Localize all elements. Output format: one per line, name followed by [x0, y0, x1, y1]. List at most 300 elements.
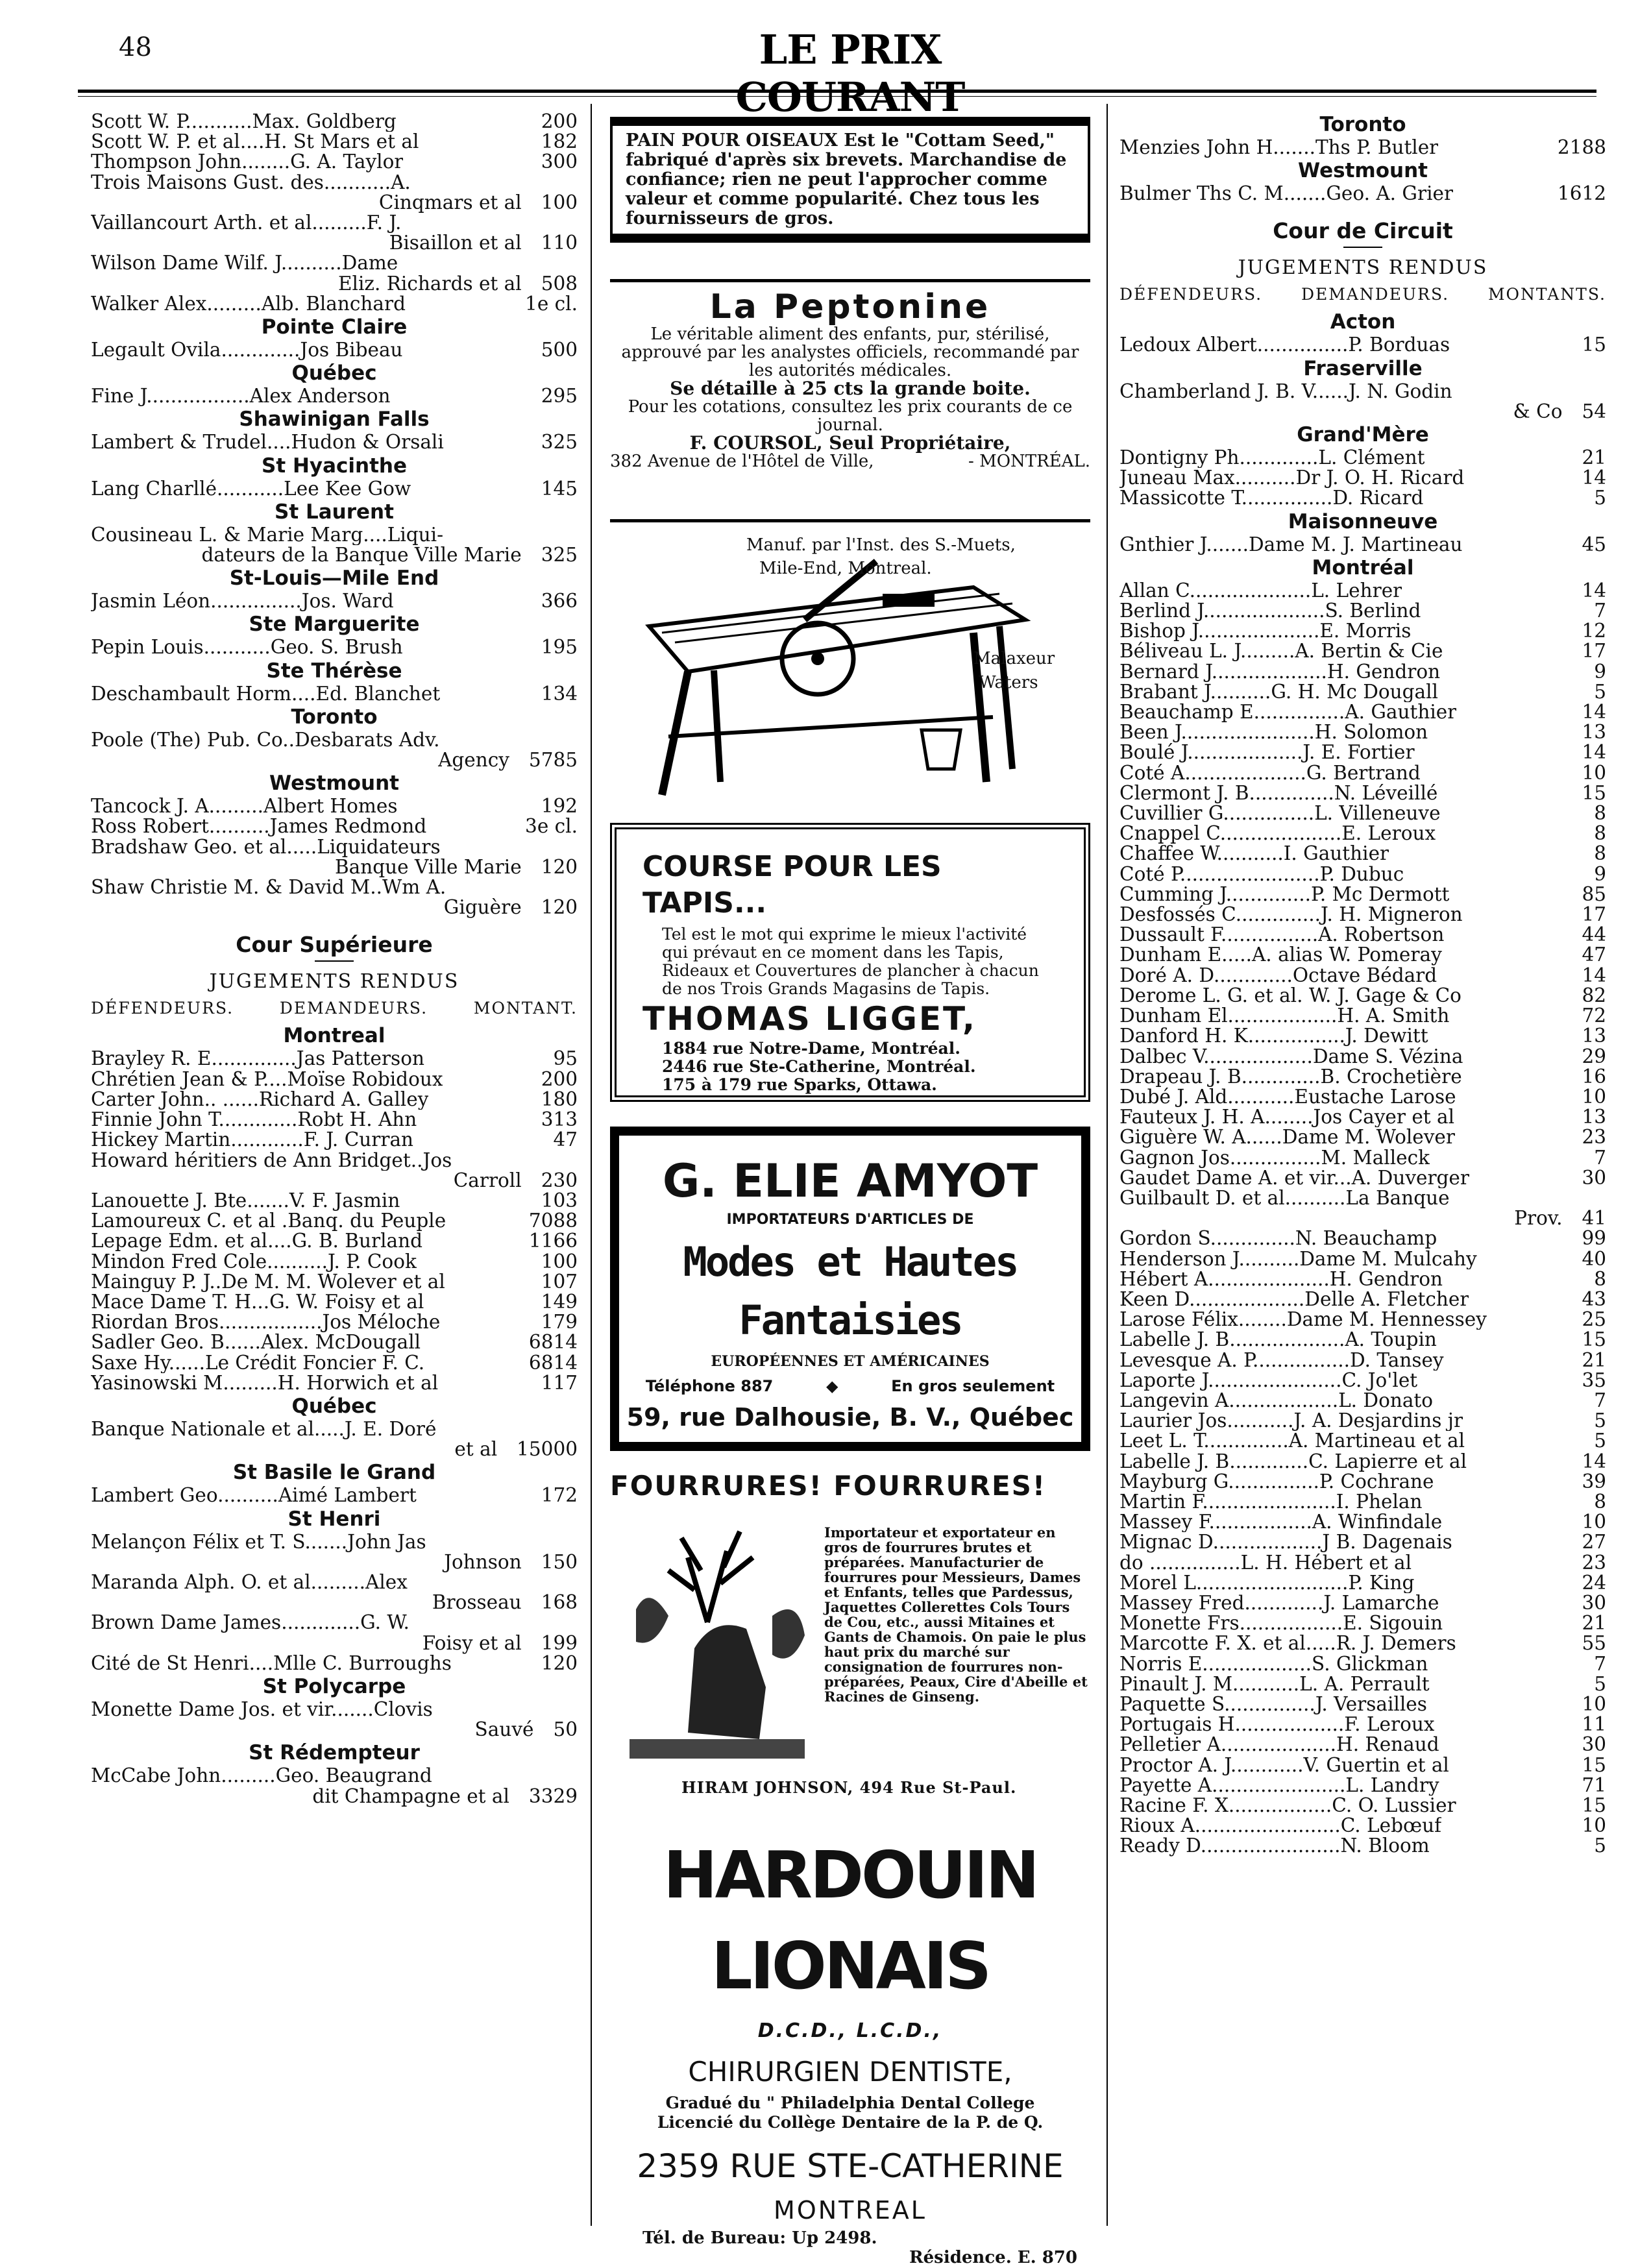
entry-amount: 179: [541, 1311, 578, 1334]
judgment-entry: [1119, 742, 1606, 762]
entry-amount: 5: [1594, 1409, 1606, 1432]
judgment-entry: [91, 730, 578, 750]
entry-amount: 15: [1582, 1328, 1606, 1351]
section-heading: Cour de Circuit: [1273, 218, 1453, 244]
ad-peptonine: [610, 279, 1090, 470]
entry-parties: Racine F. X.................C. O. Lussier: [1119, 1796, 1456, 1816]
entry-parties: Eliz. Richards et al: [338, 272, 522, 295]
entry-parties: Giguère W. A......Dame M. Wolever: [1119, 1127, 1455, 1148]
judgment-entry: [1119, 966, 1606, 986]
judgment-entry: [91, 1130, 578, 1150]
judgment-entry: [91, 152, 578, 172]
entry-amount: 7: [1594, 1652, 1606, 1675]
entry-amount: 14: [1582, 701, 1606, 724]
entry-amount: 145: [541, 477, 578, 500]
stag-illustration: [610, 1518, 818, 1778]
judgment-entry: [1119, 1512, 1606, 1532]
entry-amount: 14: [1582, 467, 1606, 489]
entry-parties: Melançon Félix et T. S.......John Jas: [91, 1531, 426, 1552]
entry-parties: Brown Dame James.............G. W.: [91, 1613, 410, 1633]
entry-parties: Massey F.................A. Winfindale: [1119, 1512, 1443, 1533]
judgment-entry: [1119, 986, 1606, 1006]
place-heading: Fraserville: [1303, 356, 1423, 380]
entry-parties: Prov.: [1514, 1207, 1563, 1230]
entry-parties: Coté A....................G. Bertrand: [1119, 762, 1421, 783]
entry-parties: Berlind J....................S. Berlind: [1119, 601, 1421, 622]
entry-amount: 15: [1582, 781, 1606, 804]
judgment-entry: [91, 796, 578, 816]
entry-amount: 14: [1582, 741, 1606, 764]
entry-parties: Foisy et al: [422, 1631, 522, 1654]
entry-amount: 3e cl.: [525, 815, 578, 838]
entry-parties: Brosseau: [432, 1591, 522, 1614]
entry-amount: 1166: [528, 1230, 578, 1252]
place-heading: Westmount: [1298, 159, 1428, 183]
entry-parties: Agency: [438, 749, 509, 772]
entry-parties: Shaw Christie M. & David M..Wm A.: [91, 877, 446, 898]
entry-parties: Labelle J. B.............C. Lapierre et al: [1119, 1451, 1467, 1472]
entry-parties: Lepage Edm. et al....G. B. Burland: [91, 1231, 422, 1252]
malaxeur-caption-4: Waters: [979, 673, 1038, 692]
entry-parties: Chaffee W...........I. Gauthier: [1119, 844, 1389, 864]
entry-parties: Drapeau J. B.............B. Crochetière: [1119, 1066, 1462, 1087]
entry-amount: 16: [1582, 1065, 1606, 1088]
entry-parties: Menzies John H.......Ths P. Butler: [1119, 138, 1439, 158]
judgment-entry: [1119, 468, 1606, 488]
judgment-entry: [1119, 1371, 1606, 1391]
entry-parties: Chrétien Jean & P....Moïse Robidoux: [91, 1069, 443, 1090]
column-header: DEMANDEURS.: [279, 999, 428, 1018]
judgment-entry: [91, 1766, 578, 1786]
place-heading: Toronto: [1319, 113, 1406, 136]
judgment-entry: [1119, 1006, 1606, 1026]
judgment-entry: [1119, 1168, 1606, 1188]
entry-parties: Dunham E.....A. alias W. Pomeray: [1119, 945, 1442, 966]
entry-parties: Legault Ovila.............Jos Bibeau: [91, 340, 403, 361]
entry-amount: 7: [1594, 1389, 1606, 1411]
judgment-entry: [91, 1252, 578, 1272]
page-number: 48: [119, 32, 152, 62]
entry-parties: Lambert & Trudel....Hudon & Orsali: [91, 432, 444, 453]
place-heading: Ste Thérèse: [266, 659, 402, 683]
entry-parties: Juneau Max..........Dr J. O. H. Ricard: [1119, 468, 1465, 489]
entry-parties: Bishop J....................E. Morris: [1119, 621, 1412, 642]
entry-amount: 325: [541, 431, 578, 454]
entry-parties: Johnson: [444, 1550, 522, 1573]
entry-amount: 120: [541, 1652, 578, 1674]
entry-amount: 14: [1582, 1450, 1606, 1472]
judgment-entry-continued: [91, 1439, 578, 1459]
entry-amount: 13: [1582, 1106, 1606, 1128]
entry-amount: 150: [541, 1550, 578, 1573]
entry-amount: 10: [1582, 761, 1606, 784]
entry-parties: Gaudet Dame A. et vir...A. Duverger: [1119, 1167, 1469, 1188]
judgment-entry: [1119, 1613, 1606, 1633]
entry-amount: 45: [1582, 533, 1606, 555]
judgment-entry: [1119, 581, 1606, 601]
judgment-entry: [91, 1373, 578, 1393]
column-header: MONTANTS.: [1487, 285, 1606, 304]
entry-parties: Mignac D..................J B. Dagenais: [1119, 1532, 1452, 1553]
judgment-entry: [1119, 1472, 1606, 1492]
entry-parties: Massicotte T...............D. Ricard: [1119, 488, 1424, 509]
entry-amount: 17: [1582, 903, 1606, 926]
judgment-entry: [1119, 1836, 1606, 1856]
fourrures-footer: HIRAM JOHNSON, 494 Rue St-Paul.: [681, 1778, 1017, 1797]
entry-amount: 295: [541, 385, 578, 408]
judgment-entry: [1119, 1593, 1606, 1613]
entry-parties: Mindon Fred Cole..........J. P. Cook: [91, 1251, 417, 1272]
entry-parties: et al: [454, 1438, 498, 1461]
entry-parties: Bisaillon et al: [389, 232, 522, 254]
judgment-entry-continued: [91, 1786, 578, 1807]
entry-parties: Norris E..................S. Glickman: [1119, 1653, 1428, 1674]
entry-parties: Langevin A..................L. Donato: [1119, 1390, 1434, 1411]
ad-amyot: [610, 1127, 1090, 1451]
entry-amount: 13: [1582, 1025, 1606, 1047]
entry-parties: Ledoux Albert...............P. Borduas: [1119, 335, 1450, 356]
entry-parties: Ready D.......................N. Bloom: [1119, 1836, 1430, 1857]
judgment-entry: [1119, 884, 1606, 905]
judgment-entry: [1119, 1573, 1606, 1593]
section-heading: Cour Supérieure: [236, 932, 433, 958]
malaxeur-caption-2: Mile-End, Montreal.: [759, 559, 932, 578]
entry-amount: 15: [1582, 1794, 1606, 1817]
entry-amount: 30: [1582, 1166, 1606, 1189]
judgment-entry: [91, 591, 578, 611]
place-heading: Québec: [291, 361, 377, 385]
entry-parties: Deschambault Horm....Ed. Blanchet: [91, 683, 441, 704]
hardouin-licence: Licencié du Collège Dentaire de la P. de Q.: [657, 2113, 1044, 2132]
entry-amount: 149: [541, 1290, 578, 1313]
entry-parties: Dalbec V..................Dame S. Vézina: [1119, 1046, 1463, 1067]
entry-parties: Poole (The) Pub. Co..Desbarats Adv.: [91, 729, 440, 751]
entry-parties: Cinqmars et al: [378, 191, 522, 213]
entry-amount: 10: [1582, 1814, 1606, 1837]
entry-amount: 8: [1594, 802, 1606, 825]
entry-parties: Dontigny Ph.............L. Clément: [1119, 448, 1425, 469]
entry-amount: 95: [553, 1047, 578, 1070]
entry-amount: 134: [541, 682, 578, 705]
judgment-entry: [91, 1191, 578, 1211]
entry-parties: Sadler Geo. B......Alex. McDougall: [91, 1332, 421, 1353]
entry-parties: Giguère: [443, 896, 522, 919]
entry-amount: 313: [541, 1108, 578, 1131]
judgment-entry: [91, 1613, 578, 1633]
entry-parties: Brayley R. E..............Jas Patterson: [91, 1049, 424, 1069]
entry-parties: Monette Frs.................E. Sigouin: [1119, 1613, 1443, 1634]
entry-parties: Fine J.................Alex Anderson: [91, 386, 391, 407]
judgment-entry: [1119, 1633, 1606, 1653]
judgment-entry: [91, 637, 578, 657]
entry-parties: Trois Maisons Gust. des...........A.: [91, 172, 411, 193]
entry-parties: Cumming J..............P. Mc Dermott: [1119, 884, 1450, 905]
entry-amount: 55: [1582, 1632, 1606, 1655]
entry-parties: Sauvé: [474, 1718, 534, 1741]
judgment-entry: [1119, 1735, 1606, 1755]
peptonine-address: 382 Avenue de l'Hôtel de Ville,: [610, 452, 874, 471]
judgment-entry-continued: [91, 193, 578, 213]
entry-amount: 7: [1594, 1146, 1606, 1169]
entry-amount: 50: [553, 1718, 578, 1741]
tapis-address-1: 1884 rue Notre-Dame, Montréal.: [662, 1039, 960, 1058]
entry-parties: Danford H. K................J. Dewitt: [1119, 1026, 1428, 1047]
entry-parties: Yasinowski M.........H. Horwich et al: [91, 1372, 439, 1393]
entry-parties: Ross Robert..........James Redmond: [91, 816, 427, 837]
entry-parties: Desfossés C..............J. H. Migneron: [1119, 905, 1463, 925]
judgment-entry: [91, 1090, 578, 1110]
entry-amount: 10: [1582, 1511, 1606, 1533]
tapis-body: Tel est le mot qui exprime le mieux l'activité qui prévaut en ce moment dans les Tapis, Rideaux et Couvertures de plancher à chacun de nos Trois Grands Magasins de Tapis.: [662, 925, 1039, 998]
entry-parties: Monette Dame Jos. et vir.......Clovis: [91, 1699, 433, 1720]
ad-pain-oiseaux: PAIN POUR OISEAUX Est le "Cottam Seed," fabriqué d'après six brevets. Marchandise de confiance; rien ne peut l'approcher comme valeur et comme popularité. Chez tous les fournisseurs de gros.: [610, 117, 1090, 243]
entry-amount: 5: [1594, 1430, 1606, 1452]
entry-amount: 182: [541, 130, 578, 153]
entry-parties: Bradshaw Geo. et al.....Liquidateurs: [91, 836, 441, 857]
hardouin-graduated: Gradué du " Philadelphia Dental College: [665, 2093, 1035, 2112]
place-heading: Westmount: [269, 772, 399, 796]
judgment-entry: [1119, 844, 1606, 864]
entry-parties: Cuvillier G...............L. Villeneuve: [1119, 803, 1441, 824]
entry-amount: 85: [1582, 883, 1606, 905]
judgment-entry: [1119, 1411, 1606, 1431]
column-divider-right: [1107, 104, 1108, 2226]
judgment-entry: [91, 132, 578, 152]
judgment-entry: [91, 112, 578, 132]
judgment-entry: [1119, 783, 1606, 803]
judgment-entry: [91, 1110, 578, 1130]
entry-amount: 103: [541, 1189, 578, 1212]
judgment-entry: [1119, 488, 1606, 508]
entry-parties: Dunham El..................H. A. Smith: [1119, 1006, 1450, 1027]
entry-parties: Walker Alex.........Alb. Blanchard: [91, 293, 406, 315]
judgment-entry: [1119, 1816, 1606, 1836]
judgment-entry: [91, 1485, 578, 1506]
judgment-entry: [1119, 702, 1606, 722]
entry-parties: dit Champagne et al: [312, 1785, 509, 1807]
entry-parties: Doré A. D.............Octave Bédard: [1119, 965, 1437, 986]
entry-amount: 35: [1582, 1369, 1606, 1391]
entry-parties: Mace Dame T. H...G. W. Foisy et al: [91, 1291, 424, 1313]
judgment-entry-continued: [1119, 1208, 1606, 1228]
header-rule: [78, 90, 1596, 93]
judgment-entry: [1119, 1087, 1606, 1107]
judgment-entry: [1119, 662, 1606, 682]
entry-amount: 15000: [517, 1438, 578, 1461]
ad-malaxeur: [610, 519, 1090, 805]
entry-parties: Thompson John........G. A. Taylor: [91, 152, 404, 173]
judgment-entry: [1119, 1674, 1606, 1694]
judgment-entry: [91, 1572, 578, 1592]
entry-amount: 172: [541, 1484, 578, 1507]
judgment-entry: [1119, 1228, 1606, 1249]
ad-hardouin-lionais: [610, 1830, 1090, 2267]
entry-parties: Boulé J...................J. E. Fortier: [1119, 742, 1415, 763]
judgment-entry: [91, 1353, 578, 1373]
entry-parties: Banque Ville Marie: [334, 855, 522, 878]
entry-parties: Wilson Dame Wilf. J..........Dame: [91, 253, 398, 274]
malaxeur-caption-1: Manuf. par l'Inst. des S.-Muets,: [746, 535, 1016, 555]
fourrures-headline: FOURRURES! FOURRURES!: [610, 1470, 1047, 1502]
judgment-entry: [91, 294, 578, 314]
entry-amount: 5: [1594, 680, 1606, 703]
entry-amount: 1612: [1557, 182, 1606, 205]
entry-parties: Lamoureux C. et al .Banq. du Peuple: [91, 1211, 446, 1232]
hardouin-street: 2359 RUE STE-CATHERINE: [637, 2147, 1064, 2185]
judgment-entry: [91, 253, 578, 273]
entry-parties: Been J......................H. Solomon: [1119, 722, 1428, 743]
ad-tapis: [610, 823, 1090, 1102]
judgment-entry: [91, 525, 578, 545]
entry-parties: Saxe Hy......Le Crédit Foncier F. C.: [91, 1352, 425, 1373]
judgment-entry: [1119, 1026, 1606, 1046]
entry-parties: Lambert Geo..........Aimé Lambert: [91, 1485, 417, 1506]
tapis-name: THOMAS LIGGET,: [642, 1000, 977, 1038]
entry-parties: Lanouette J. Bte.......V. F. Jasmin: [91, 1190, 400, 1212]
entry-amount: 180: [541, 1088, 578, 1110]
entry-parties: Mayburg G...............P. Cochrane: [1119, 1471, 1434, 1492]
judgment-entry-continued: [91, 1720, 578, 1740]
entry-amount: 40: [1582, 1247, 1606, 1270]
entry-amount: 10: [1582, 1085, 1606, 1108]
judgment-entry: [91, 213, 578, 233]
tapis-headline: COURSE POUR LES TAPIS...: [642, 850, 942, 920]
judgment-entry-continued: [91, 1633, 578, 1653]
entry-amount: 21: [1582, 446, 1606, 469]
entry-amount: 8: [1594, 1267, 1606, 1290]
place-heading: Maisonneuve: [1288, 509, 1438, 533]
judgment-entry: [1119, 1714, 1606, 1735]
judgment-entry: [1119, 1188, 1606, 1208]
entry-parties: Carroll: [453, 1169, 522, 1191]
entry-amount: 9: [1594, 660, 1606, 683]
left-column: [91, 112, 578, 1807]
entry-amount: 5: [1594, 487, 1606, 509]
entry-amount: 47: [1582, 944, 1606, 966]
entry-amount: 5785: [528, 749, 578, 772]
entry-parties: McCabe John.........Geo. Beaugrand: [91, 1766, 432, 1786]
entry-parties: Pepin Louis...........Geo. S. Brush: [91, 637, 403, 658]
judgment-entry: [91, 1211, 578, 1231]
entry-amount: 500: [541, 339, 578, 361]
section-rule: [1343, 247, 1382, 248]
place-heading: St Rédempteur: [249, 1741, 420, 1765]
judgment-entry: [1119, 1755, 1606, 1775]
entry-parties: Pinault J. M...........L. A. Perrault: [1119, 1674, 1430, 1694]
entry-parties: Hébert A....................H. Gendron: [1119, 1269, 1443, 1289]
entry-parties: Coté P.......................P. Dubuc: [1119, 864, 1404, 884]
judgment-entry: [1119, 1047, 1606, 1067]
entry-parties: Cousineau L. & Marie Marg....Liqui-: [91, 524, 444, 546]
entry-amount: 120: [541, 896, 578, 919]
fourrures-text: Importateur et exportateur en gros de fourrures brutes et préparées. Manufacturier de fourrures pour Messieurs, Dames et Enfants, telles que Pardessus, Jaquettes Collerettes Cols Tours de Cou, etc., aussi Mitaines et Gants de Chamois. On paie le plus haut prix du marché sur consignation de fourrures non-préparées, Peaux, Cire d'Abeille et Racines de Ginseng.: [824, 1524, 1088, 1705]
place-heading: Toronto: [291, 705, 378, 729]
judgment-entry-continued: [1119, 402, 1606, 422]
entry-parties: Gnthier J.......Dame M. J. Martineau: [1119, 534, 1463, 555]
judgment-entry: [1119, 1310, 1606, 1330]
amyot-modes: Modes et Hautes Fantaisies: [683, 1238, 1018, 1344]
judgment-entry: [1119, 1127, 1606, 1147]
entry-amount: 7088: [528, 1210, 578, 1232]
judgment-entry: [1119, 1148, 1606, 1168]
entry-amount: 8: [1594, 842, 1606, 865]
entry-parties: dateurs de la Banque Ville Marie: [201, 544, 522, 567]
column-header: DÉFENDEURS.: [91, 999, 234, 1018]
column-divider-left: [591, 104, 592, 2226]
hardouin-degrees: D.C.D., L.C.D.,: [757, 2019, 943, 2042]
entry-amount: 7: [1594, 600, 1606, 622]
judgment-entry: [91, 837, 578, 857]
entry-amount: 47: [553, 1128, 578, 1151]
place-heading: St Hyacinthe: [262, 454, 407, 478]
entry-parties: Dussault F................A. Robertson: [1119, 925, 1445, 945]
judgment-entry: [1119, 184, 1606, 204]
judgment-entry: [1119, 1492, 1606, 1512]
place-heading: St Henri: [287, 1507, 381, 1531]
entry-amount: 30: [1582, 1733, 1606, 1756]
judgment-entry: [1119, 864, 1606, 884]
right-column: [1119, 112, 1606, 1857]
entry-amount: 300: [541, 151, 578, 173]
amyot-address: 59, rue Dalhousie, B. V., Québec: [626, 1403, 1074, 1432]
judgment-entry: [91, 816, 578, 836]
judgment-entry: [1119, 535, 1606, 555]
entry-amount: 44: [1582, 923, 1606, 946]
entry-parties: Cnappel C....................E. Leroux: [1119, 823, 1436, 844]
judgment-entry-continued: [91, 1592, 578, 1613]
judgment-entry: [91, 173, 578, 193]
entry-parties: Marcotte F. X. et al.....R. J. Demers: [1119, 1633, 1456, 1654]
entry-parties: Tancock J. A.........Albert Homes: [91, 796, 398, 817]
entry-parties: Pelletier A...................H. Renaud: [1119, 1735, 1439, 1755]
entry-amount: 117: [541, 1371, 578, 1394]
entry-amount: 366: [541, 590, 578, 613]
judgment-entry: [1119, 138, 1606, 158]
entry-parties: Clermont J. B..............N. Léveillé: [1119, 783, 1438, 804]
entry-parties: Banque Nationale et al.....J. E. Doré: [91, 1419, 437, 1440]
entry-amount: 1e cl.: [525, 292, 578, 315]
entry-parties: Gagnon Jos...............M. Malleck: [1119, 1147, 1430, 1168]
entry-parties: Portugais H..................F. Leroux: [1119, 1714, 1435, 1735]
place-heading: St Polycarpe: [262, 1674, 406, 1698]
judgment-entry: [91, 340, 578, 360]
entry-amount: 508: [541, 272, 578, 295]
judgment-entry: [91, 479, 578, 499]
entry-amount: 72: [1582, 1005, 1606, 1027]
peptonine-city: - MONTRÉAL.: [968, 452, 1090, 471]
entry-amount: 41: [1582, 1207, 1606, 1230]
entry-parties: Mainguy P. J..De M. M. Wolever et al: [91, 1271, 445, 1292]
judgment-entry-continued: [91, 274, 578, 294]
entry-amount: 14: [1582, 964, 1606, 986]
entry-amount: 100: [541, 191, 578, 213]
judgment-entry: [1119, 448, 1606, 468]
judgment-entry: [1119, 1532, 1606, 1552]
judgment-entry: [91, 684, 578, 704]
entry-amount: 29: [1582, 1045, 1606, 1067]
judgment-entry: [1119, 1107, 1606, 1127]
judgment-entry: [1119, 1775, 1606, 1796]
entry-amount: 39: [1582, 1470, 1606, 1493]
judgment-entry: [91, 1312, 578, 1332]
section-rule: [315, 960, 354, 962]
hardouin-title: CHIRURGIEN DENTISTE,: [688, 2056, 1012, 2088]
entry-parties: Howard héritiers de Ann Bridget..Jos: [91, 1150, 452, 1171]
malaxeur-caption-3: Malaxeur: [973, 649, 1055, 668]
entry-amount: 21: [1582, 1612, 1606, 1635]
entry-parties: Leet L. T..............A. Martineau et al: [1119, 1431, 1465, 1452]
entry-amount: 195: [541, 636, 578, 659]
